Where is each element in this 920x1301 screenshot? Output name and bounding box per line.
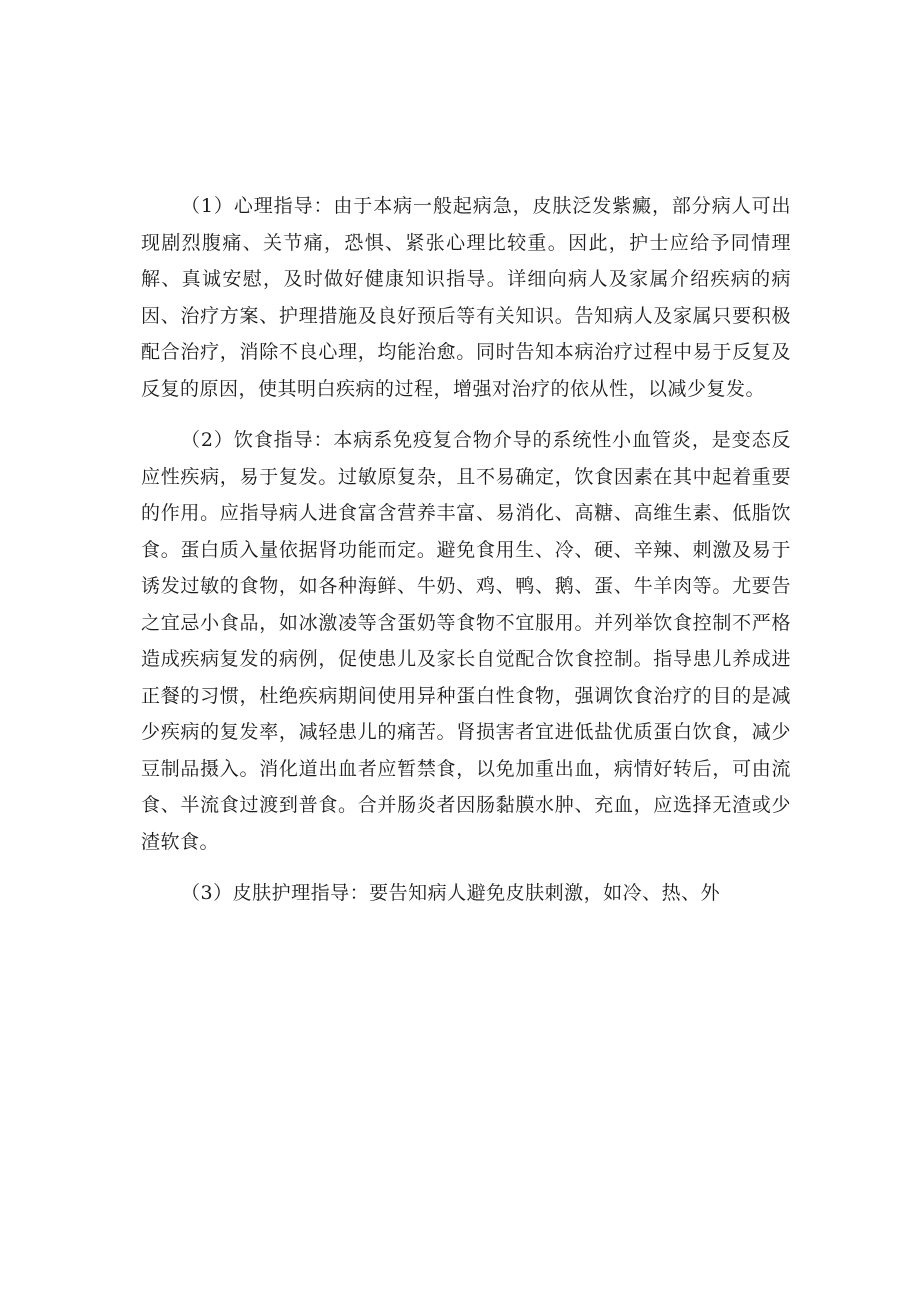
paragraph-psychological-guidance: （1）心理指导：由于本病一般起病急，皮肤泛发紫癜，部分病人可出现剧烈腹痛、关节痛，恐惧、紧张心理比较重。因此，护士应给予同情理解、真诚安慰，及时做好健康知识指导。详细向病人及家属介绍疾病的病因、治疗方案、护理措施及良好预后等有关知识。告知病人及家属只要积极配合治疗，消除不良心理，均能治愈。同时告知本病治疗过程中易于反复及反复的原因，使其明白疾病的过程，增强对治疗的依从性，以减少复发。 — [141, 195, 791, 400]
paragraph-diet-guidance: （2）饮食指导：本病系免疫复合物介导的系统性小血管炎，是变态反应性疾病，易于复发。过敏原复杂，且不易确定，饮食因素在其中起着重要的作用。应指导病人进食富含营养丰富、易消化、高糖、高维生素、低脂饮食。蛋白质入量依据肾功能而定。避免食用生、冷、硬、辛辣、刺激及易于诱发过敏的食物，如各种海鲜、牛奶、鸡、鸭、鹅、蛋、牛羊肉等。尤要告之宜忌小食品，如冰激凌等含蛋奶等食物不宜服用。并列举饮食控制不严格造成疾病复发的病例，促使患儿及家长自觉配合饮食控制。指导患儿养成进正餐的习惯，杜绝疾病期间使用异种蛋白性食物，强调饮食治疗的目的是减少疾病的复发率，减轻患儿的痛苦。肾损害者宜进低盐优质蛋白饮食，减少豆制品摄入。消化道出血者应暂禁食，以免加重出血，病情好转后，可由流食、半流食过渡到普食。合并肠炎者因肠黏膜水肿、充血，应选择无渣或少渣软食。 — [141, 429, 791, 853]
paragraph-skin-care-guidance: （3）皮肤护理指导：要告知病人避免皮肤刺激，如冷、热、外 — [181, 882, 721, 904]
document-body — [141, 188, 791, 912]
